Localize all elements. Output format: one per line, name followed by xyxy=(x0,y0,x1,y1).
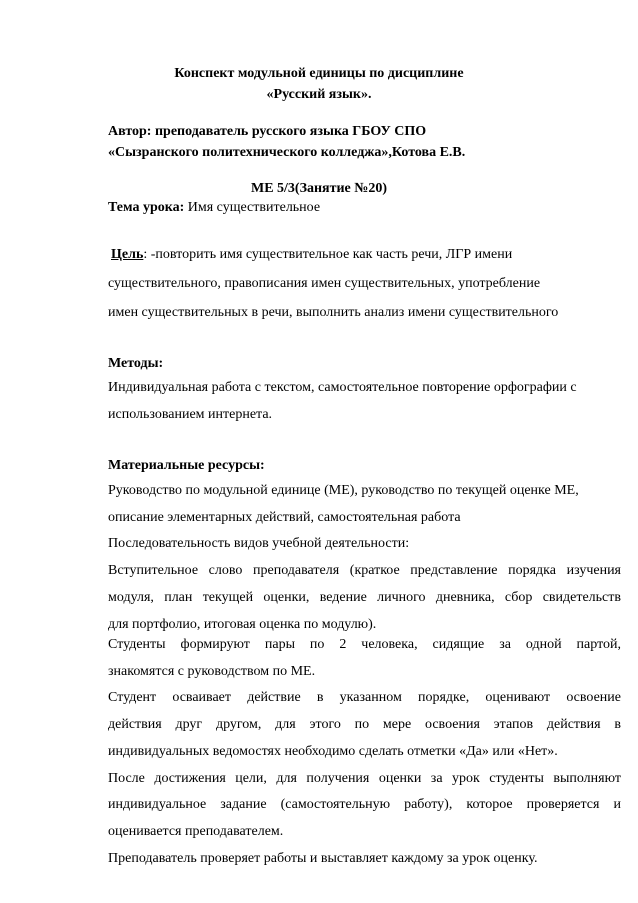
goal-text-line2: существительного, правописания имен существительных, употребление xyxy=(108,276,541,291)
author-line1: Автор: преподаватель русского языка ГБОУ СПО xyxy=(108,124,427,139)
topic-label: Тема урока: xyxy=(108,200,185,215)
author-line2: «Сызранского политехнического колледжа»,Котова Е.В. xyxy=(108,145,466,160)
methods-text-line1: Индивидуальная работа с текстом, самостоятельное повторение орфографии с xyxy=(108,380,577,395)
body-line-6: для портфолио, итоговая оценка по модулю). xyxy=(108,617,377,632)
document-title-line2: «Русский язык». xyxy=(266,87,372,102)
resources-text-line2: описание элементарных действий, самостоятельная работа xyxy=(108,510,461,525)
goal-text-line1: : -повторить имя существительное как часть речи, ЛГР имени xyxy=(143,247,513,262)
goal-label: Цель xyxy=(111,247,144,262)
body-line-12: После достижения цели, для получения оценки за урок студенты выполняют xyxy=(108,771,621,786)
body-line-5: модуля, план текущей оценки, ведение личного дневника, сбор свидетельств xyxy=(108,590,621,605)
topic-line xyxy=(108,200,320,216)
document-title-line1: Конспект модульной единицы по дисциплине xyxy=(174,66,464,81)
goal-line1 xyxy=(111,247,512,263)
resources-heading: Материальные ресурсы: xyxy=(108,458,265,473)
body-line-14: оценивается преподавателем. xyxy=(108,824,284,839)
body-line-10: действия друг другом, для этого по мере освоения этапов действия в xyxy=(108,717,621,732)
body-line-4: Вступительное слово преподавателя (краткое представление порядка изучения xyxy=(108,563,621,578)
body-line-7: Студенты формируют пары по 2 человека, сидящие за одной партой, xyxy=(108,637,621,652)
resources-text-line1: Руководство по модульной единице (МЕ), руководство по текущей оценке МЕ, xyxy=(108,483,579,498)
methods-heading: Методы: xyxy=(108,356,164,371)
topic-value: Имя существительное xyxy=(184,200,321,215)
methods-text-line2: использованием интернета. xyxy=(108,407,273,422)
activities-heading: Последовательность видов учебной деятельности: xyxy=(108,536,410,551)
body-line-11: индивидуальных ведомостях необходимо сделать отметки «Да» или «Нет». xyxy=(108,744,558,759)
body-line-8: знакомятся с руководством по МЕ. xyxy=(108,664,316,679)
body-line-15: Преподаватель проверяет работы и выставляет каждому за урок оценку. xyxy=(108,851,538,866)
goal-text-line3: имен существительных в речи, выполнить анализ имени существительного xyxy=(108,305,559,320)
module-code: МЕ 5/3(Занятие №20) xyxy=(250,181,388,196)
body-line-9: Студент осваивает действие в указанном порядке, оценивают освоение xyxy=(108,690,621,705)
body-line-13: индивидуальное задание (самостоятельную работу), которое проверяется и xyxy=(108,797,621,812)
